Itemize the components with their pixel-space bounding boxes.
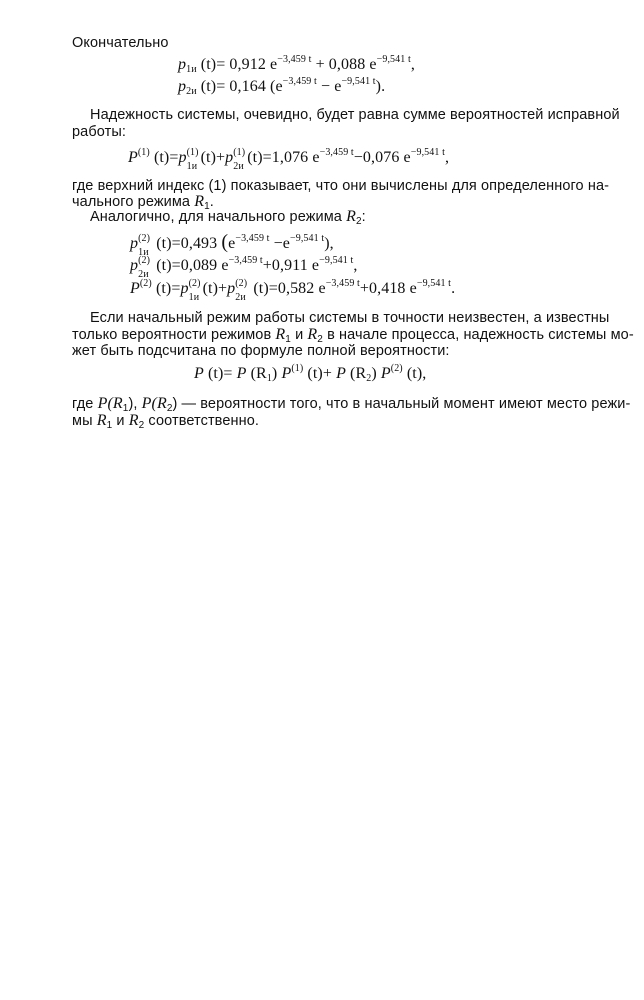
paragraph-reliability-line1: Надежность системы, очевидно, будет равна сумме вероятностей исправной bbox=[90, 107, 620, 123]
paragraph-unknown-mode-line2: только вероятности режимов $R_1$ и $R_2$ в начале процесса, надежность системы мо- bbox=[72, 326, 634, 345]
paragraph-index-line1: где верхний индекс (1) показывает, что они вычислены для определенного на- bbox=[72, 178, 610, 194]
equation-p1: $p_{1и}$ (t)= 0,912 $e^{-3,459 t} + 0,088$ $e^{-9,541 t}$, bbox=[178, 54, 415, 75]
equation-p2-mode2: p (2) 2и (t)=0,089 $e^{-3,459 t}+0,911$ $e^{-9,541 t}$, bbox=[130, 255, 358, 281]
paragraph-unknown-mode-line1: Если начальный режим работы системы в точности неизвестен, а известны bbox=[90, 310, 610, 326]
paragraph-unknown-mode-line3: жет быть подсчитана по формуле полной вероятности: bbox=[72, 343, 450, 359]
paragraph-where-line2: мы $R_1$ и $R_2$ соответственно. bbox=[72, 412, 259, 431]
paragraph-index-line2: чального режима $R_1$. bbox=[72, 193, 214, 212]
paragraph-reliability-line2: работы: bbox=[72, 124, 126, 140]
paragraph-similarly: Аналогично, для начального режима $R_2$: bbox=[90, 208, 366, 227]
equation-p1-mode2: p (2) 1и (t)=0,493 $(e^{-3,459 t} -e^{-9,541 t})$, bbox=[130, 231, 334, 259]
equation-p2: $p_{2и}$ (t)= 0,164 $(e^{-3,459 t} - e^{-9,541 t})$. bbox=[178, 76, 386, 97]
equation-total-probability: P (t)= P $(R_1)$ $P^{(1)}$ (t)+ P $(R_2)$ $P^{(2)}$ (t), bbox=[194, 363, 427, 384]
paragraph-where-line1: где $P(R_1)$, $P(R_2)$ — вероятности того, что в начальный момент имеют место режи- bbox=[72, 395, 631, 414]
equation-P2: $P^{(2)}$ (t)=p (2) 1и (t)+p (2) 2и (t)=0,582 $e^{-3,459 t}+0,418$ $e^{-9,541 t}$. bbox=[130, 278, 456, 304]
equation-P1: $P^{(1)}$ (t)=p (1) 1и (t)+p (1) 2и (t)=1,076 $e^{-3,459 t}-0,076$ $e^{-9,541 t}$, bbox=[128, 147, 450, 173]
paragraph-finally: Окончательно bbox=[72, 35, 169, 51]
